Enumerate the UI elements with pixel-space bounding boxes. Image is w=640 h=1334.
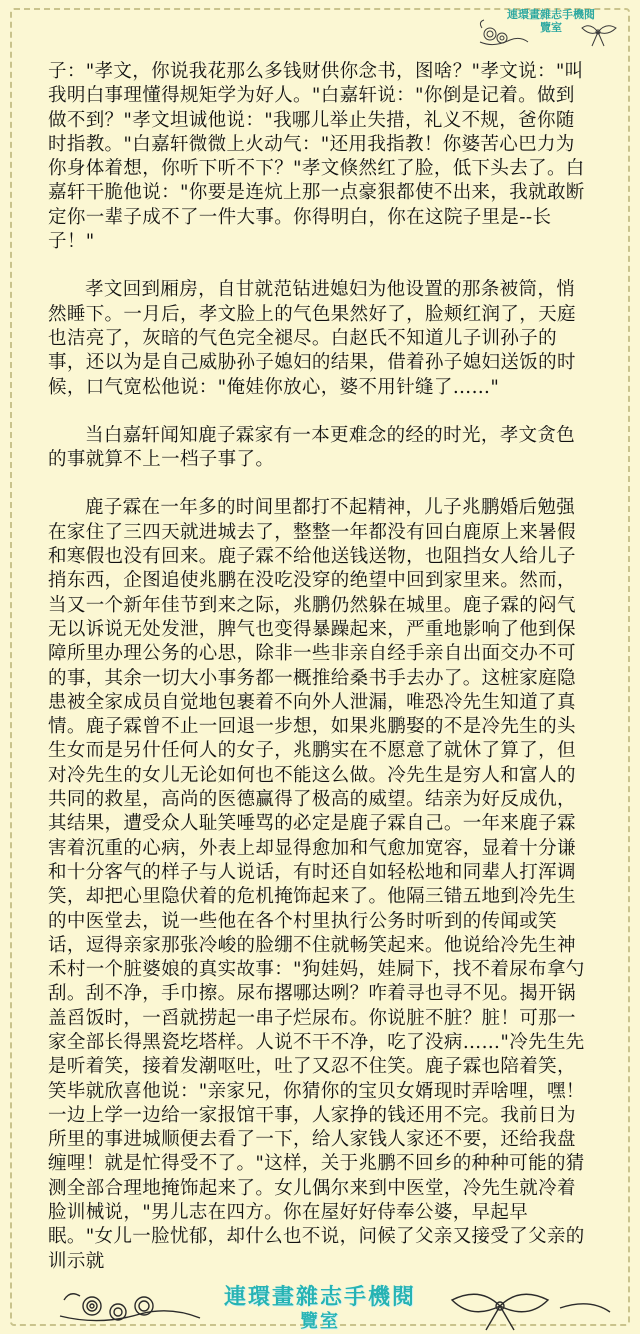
footer-brand-text — [170, 1286, 470, 1334]
header-brand-line2: 覽室 — [540, 21, 562, 34]
paragraph: 孝文回到厢房，自甘就范钻进媳妇为他设置的那条被筒，悄然睡下。一月后，孝文脸上的气色果然好了，脸颊红润了，天庭也洁亮了，灰暗的气色完全褪尽。白赵氏不知道儿子训孙子的事，还以为是自己威胁孙子媳妇的结果，借着孙子媳妇送饭的时候，口气宽松他说："俺娃你放心，婆不用针缝了……" — [48, 279, 576, 398]
paragraph: 当白嘉轩闻知鹿子霖家有一本更难念的经的时光，孝文贪色的事就算不上一档子事了。 — [48, 424, 576, 471]
paragraph: 子："孝文，你说我花那么多钱财供你念书，图啥？"孝文说："叫我明白事理懂得规矩学为好人。"白嘉轩说："你倒是记着。做到做不到？"孝文坦诚他说："我哪儿举止失措，礼义不规，爸你随时指教。"白嘉轩微微上火动气："还用我指教！你婆苦心巴力为你身体着想，你听下听不下？"孝文倏然红了脸，低下头去了。白嘉轩干脆他说："你要是连炕上那一点豪狠都使不出来，我就敢断定你一辈子成不了一件大事。你得明白，你在这院子里是--长子！" — [48, 61, 585, 253]
footer-brand-line1: 連環畫雜志手機閱 — [223, 1285, 416, 1310]
header-brand-text — [506, 8, 596, 34]
paragraph: 鹿子霖在一年多的时间里都打不起精神，儿子兆鹏婚后勉强在家住了三四天就进城去了，整整一年都没有回白鹿原上来暑假和寒假也没有回来。鹿子霖不给他送钱送物，也阻挡女人给儿子捎东西，企图追使兆鹏在没吃没穿的绝望中回到家里来。然而，当又一个新年佳节到来之际，兆鹏仍然躲在城里。鹿子霖的闷气无以诉说无处发泄，脾气也变得暴躁起来，严重地影响了他到保障所里办理公务的心思，除非一些非亲自经手亲自出面交办不可的事，其余一切大小事务都一概推给桑书手去办了。这桩家庭隐患被全家成员自觉地包裹着不向外人泄漏，唯恐冷先生知道了真情。鹿子霖曾不止一回退一步想，如果兆鹏娶的不是冷先生的头生女而是另什任何人的女子，兆鹏实在不愿意了就休了算了，但对冷先生的女儿无论如何也不能这么做。冷先生是穷人和富人的共同的救星，高尚的医德赢得了极高的威望。结亲为好反成仇，其结果，遭受众人耻笑唾骂的必定是鹿子霖自己。一年来鹿子霖害着沉重的心病，外表上却显得愈加和气愈加宽容，显着十分谦和十分客气的样子与人说话，有时还自如轻松地和同辈人打浑调笑，却把心里隐伏着的危机掩饰起来了。他隔三错五地到冷先生的中医堂去，说一些他在各个村里执行公务时听到的传闻或笑话，逗得亲家那张冷峻的脸绷不住就畅笑起来。他说给冷先生神禾村一个脏婆娘的真实故事："狗娃妈，娃屙下，找不着尿布拿勺刮。刮不净，手巾擦。尿布撂哪达咧？咋着寻也寻不见。揭开锅盖舀饭时，一舀就捞起一串子烂尿布。你说脏不脏？脏！可那一家全部长得黑瓷圪塔样。人说不干不净，吃了没病……"冷先生先是听着笑，接着发潮呕吐，吐了又忍不住笑。鹿子霖也陪着笑，笑毕就欣喜他说："亲家兄，你猜你的宝贝女婿现时弄啥哩，嘿！一边上学一边给一家报馆干事，人家挣的钱还用不完。我前日为所里的事进城顺便去看了一下，给人家钱人家还不要，还给我盘缠哩！就是忙得受不了。"这样，关于兆鹏不回乡的种种可能的猜测全部合理地掩饰起来了。女儿偶尔来到中医堂，冷先生就冷着脸训械说，"男儿志在四方。你在屋好好侍奉公婆，早起早眠。"女儿一脸忧郁，却什么也不说，问候了父亲又接受了父亲的训示就 — [48, 497, 585, 1272]
header-brand-line1: 連環畫雜志手機閱 — [507, 8, 595, 21]
footer-watermark — [0, 1276, 640, 1332]
article-body — [48, 60, 588, 1298]
header-watermark — [476, 6, 626, 50]
footer-brand-line2: 覽室 — [300, 1311, 340, 1332]
